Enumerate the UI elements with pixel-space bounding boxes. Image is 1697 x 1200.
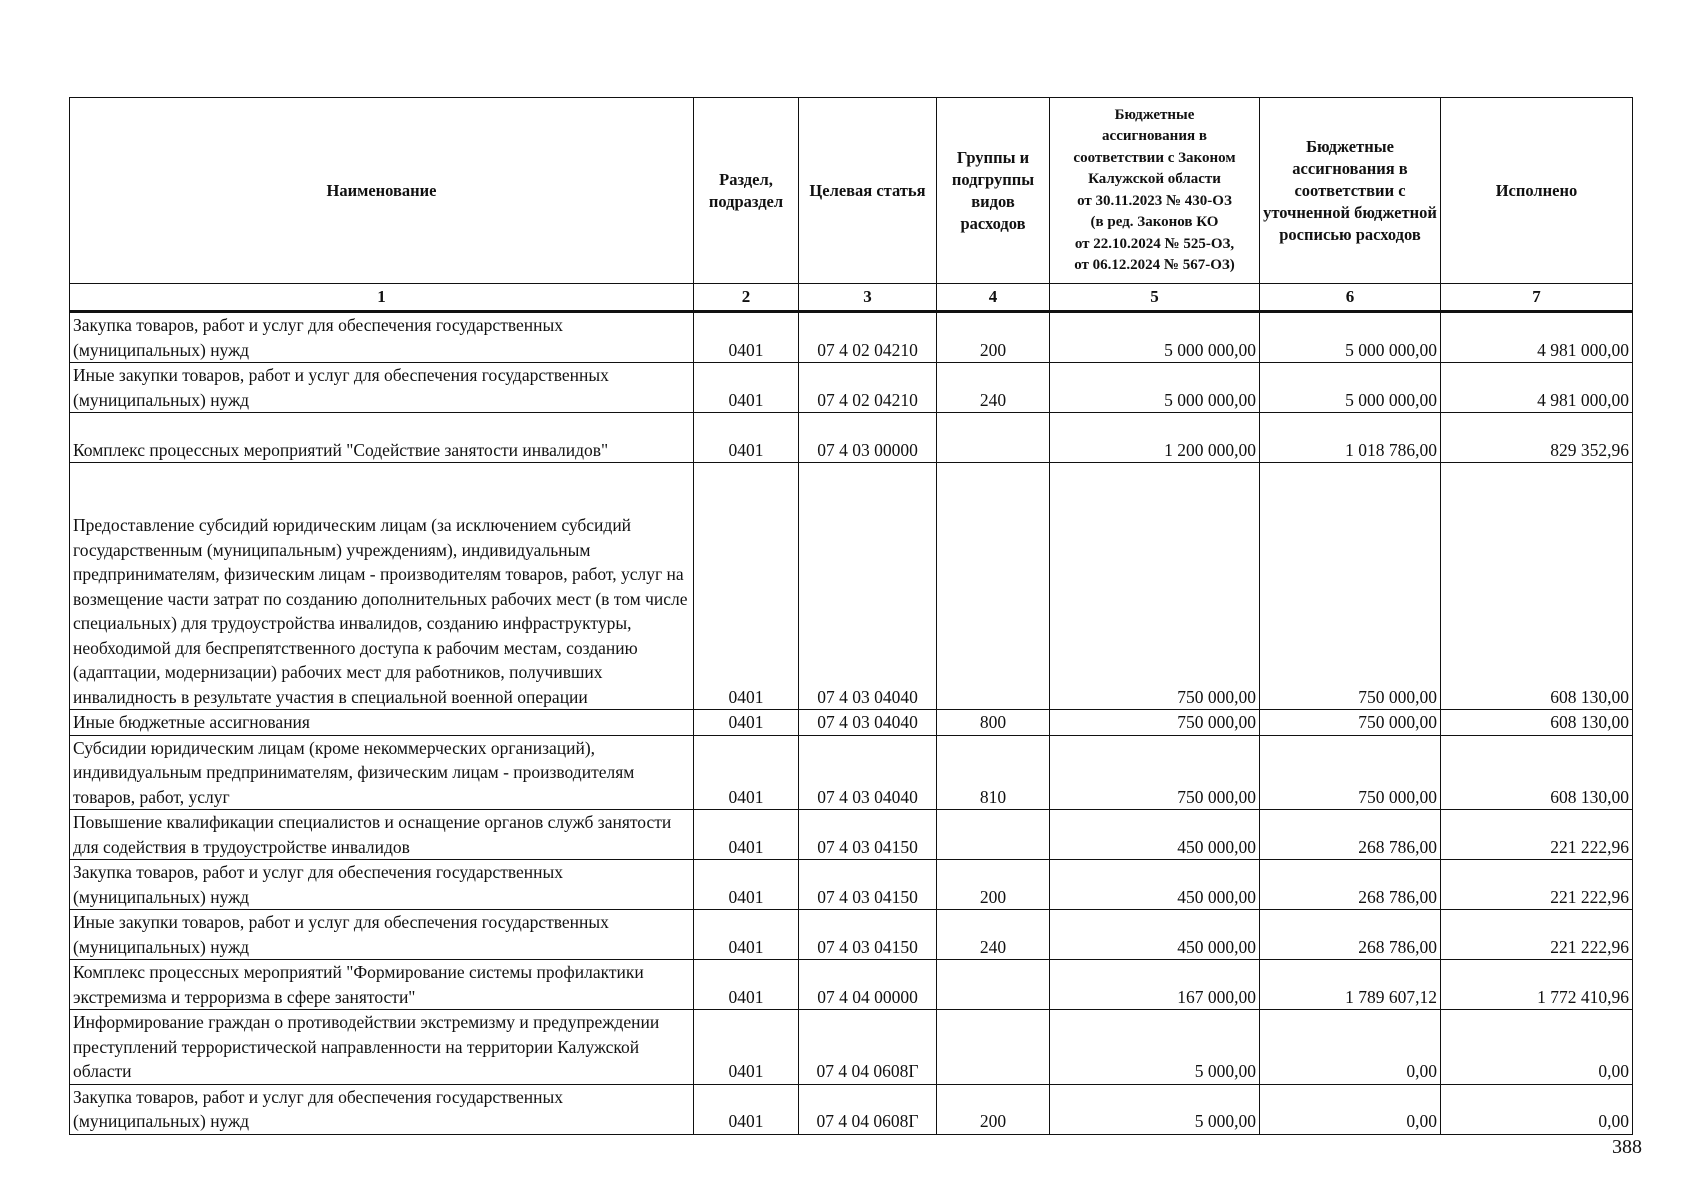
column-number: 1 <box>70 284 694 312</box>
row-executed-amount: 0,00 <box>1441 1010 1633 1085</box>
header-law-allocations <box>1050 98 1260 284</box>
row-refined-amount: 1 789 607,12 <box>1260 960 1441 1010</box>
table-row <box>70 735 1633 810</box>
row-refined-amount: 268 786,00 <box>1260 910 1441 960</box>
row-section: 0401 <box>694 735 799 810</box>
row-name: Закупка товаров, работ и услуг для обеспечения государственных (муниципальных) нужд <box>70 860 694 910</box>
row-refined-amount: 268 786,00 <box>1260 810 1441 860</box>
row-target: 07 4 03 04040 <box>799 463 937 710</box>
row-section: 0401 <box>694 363 799 413</box>
row-refined-amount: 0,00 <box>1260 1010 1441 1085</box>
row-law-amount: 5 000,00 <box>1050 1084 1260 1134</box>
row-group <box>937 1010 1050 1085</box>
row-section: 0401 <box>694 1084 799 1134</box>
row-section: 0401 <box>694 910 799 960</box>
row-target: 07 4 02 04210 <box>799 312 937 363</box>
row-name: Иные закупки товаров, работ и услуг для обеспечения государственных (муниципальных) нужд <box>70 363 694 413</box>
row-refined-amount: 5 000 000,00 <box>1260 363 1441 413</box>
row-refined-amount: 0,00 <box>1260 1084 1441 1134</box>
row-law-amount: 750 000,00 <box>1050 735 1260 810</box>
row-name: Закупка товаров, работ и услуг для обеспечения государственных (муниципальных) нужд <box>70 1084 694 1134</box>
row-target: 07 4 04 00000 <box>799 960 937 1010</box>
table-row <box>70 463 1633 710</box>
row-executed-amount: 4 981 000,00 <box>1441 363 1633 413</box>
row-section: 0401 <box>694 960 799 1010</box>
column-number: 7 <box>1441 284 1633 312</box>
row-group <box>937 413 1050 463</box>
row-executed-amount: 1 772 410,96 <box>1441 960 1633 1010</box>
row-law-amount: 750 000,00 <box>1050 463 1260 710</box>
row-law-amount: 450 000,00 <box>1050 810 1260 860</box>
row-law-amount: 167 000,00 <box>1050 960 1260 1010</box>
header-law-line: от 22.10.2024 № 525-ОЗ, <box>1074 235 1235 252</box>
row-group: 200 <box>937 312 1050 363</box>
header-refined-allocations: Бюджетные ассигнования в соответствии с уточненной бюджетной росписью расходов <box>1260 98 1441 284</box>
row-law-amount: 5 000 000,00 <box>1050 363 1260 413</box>
row-group <box>937 810 1050 860</box>
row-group: 200 <box>937 1084 1050 1134</box>
table-row <box>70 312 1633 363</box>
row-group: 800 <box>937 710 1050 736</box>
row-name: Иные закупки товаров, работ и услуг для обеспечения государственных (муниципальных) нужд <box>70 910 694 960</box>
row-section: 0401 <box>694 463 799 710</box>
row-executed-amount: 608 130,00 <box>1441 463 1633 710</box>
header-law-line: соответствии с Законом <box>1073 149 1236 166</box>
row-section: 0401 <box>694 413 799 463</box>
row-group: 240 <box>937 363 1050 413</box>
row-target: 07 4 03 04150 <box>799 860 937 910</box>
row-law-amount: 450 000,00 <box>1050 860 1260 910</box>
row-refined-amount: 750 000,00 <box>1260 735 1441 810</box>
row-refined-amount: 1 018 786,00 <box>1260 413 1441 463</box>
header-law-line: (в ред. Законов КО <box>1090 214 1219 230</box>
header-row <box>70 98 1633 284</box>
table-row <box>70 860 1633 910</box>
row-executed-amount: 608 130,00 <box>1441 710 1633 736</box>
budget-table <box>69 97 1633 1135</box>
row-law-amount: 450 000,00 <box>1050 910 1260 960</box>
table-row <box>70 710 1633 736</box>
row-target: 07 4 04 0608Г <box>799 1084 937 1134</box>
header-groups: Группы и подгруппы видов расходов <box>937 98 1050 284</box>
table-row <box>70 363 1633 413</box>
table-row <box>70 910 1633 960</box>
row-group: 200 <box>937 860 1050 910</box>
row-section: 0401 <box>694 710 799 736</box>
row-refined-amount: 750 000,00 <box>1260 710 1441 736</box>
row-executed-amount: 608 130,00 <box>1441 735 1633 810</box>
table-row <box>70 960 1633 1010</box>
page-number: 388 <box>1612 1136 1642 1158</box>
row-executed-amount: 221 222,96 <box>1441 860 1633 910</box>
row-executed-amount: 221 222,96 <box>1441 810 1633 860</box>
header-section: Раздел, подраздел <box>694 98 799 284</box>
row-group <box>937 463 1050 710</box>
header-executed: Исполнено <box>1441 98 1633 284</box>
row-law-amount: 5 000,00 <box>1050 1010 1260 1085</box>
header-law-line: Бюджетные <box>1114 106 1195 123</box>
column-number: 2 <box>694 284 799 312</box>
row-section: 0401 <box>694 860 799 910</box>
row-target: 07 4 03 04150 <box>799 910 937 960</box>
row-name: Комплекс процессных мероприятий "Формирование системы профилактики экстремизма и терроризма в сфере занятости" <box>70 960 694 1010</box>
row-executed-amount: 221 222,96 <box>1441 910 1633 960</box>
row-group: 240 <box>937 910 1050 960</box>
row-law-amount: 750 000,00 <box>1050 710 1260 736</box>
column-number: 5 <box>1050 284 1260 312</box>
header-law-line: Калужской области <box>1088 171 1221 187</box>
row-name: Информирование граждан о противодействии экстремизму и предупреждении преступлений террористической направленности на территории Калужской области <box>70 1010 694 1085</box>
header-target: Целевая статья <box>799 98 937 284</box>
table-row <box>70 810 1633 860</box>
row-executed-amount: 0,00 <box>1441 1084 1633 1134</box>
row-target: 07 4 03 04150 <box>799 810 937 860</box>
header-law-line: от 30.11.2023 № 430-ОЗ <box>1077 192 1232 209</box>
row-name: Субсидии юридическим лицам (кроме некоммерческих организаций), индивидуальным предпринимателям, физическим лицам - производителям товаров, работ, услуг <box>70 735 694 810</box>
row-refined-amount: 750 000,00 <box>1260 463 1441 710</box>
row-target: 07 4 03 04040 <box>799 710 937 736</box>
row-section: 0401 <box>694 312 799 363</box>
table-row <box>70 1084 1633 1134</box>
row-name: Повышение квалификации специалистов и оснащение органов служб занятости для содействия в трудоустройстве инвалидов <box>70 810 694 860</box>
column-number: 3 <box>799 284 937 312</box>
row-name: Закупка товаров, работ и услуг для обеспечения государственных (муниципальных) нужд <box>70 312 694 363</box>
row-executed-amount: 829 352,96 <box>1441 413 1633 463</box>
header-law-line: ассигнования в <box>1102 128 1207 144</box>
row-section: 0401 <box>694 810 799 860</box>
column-number: 6 <box>1260 284 1441 312</box>
header-name: Наименование <box>70 98 694 284</box>
row-section: 0401 <box>694 1010 799 1085</box>
table-row <box>70 413 1633 463</box>
column-numbers-row <box>70 284 1633 312</box>
row-law-amount: 5 000 000,00 <box>1050 312 1260 363</box>
row-group: 810 <box>937 735 1050 810</box>
column-number: 4 <box>937 284 1050 312</box>
row-target: 07 4 02 04210 <box>799 363 937 413</box>
row-target: 07 4 03 04040 <box>799 735 937 810</box>
row-name: Комплекс процессных мероприятий "Содействие занятости инвалидов" <box>70 413 694 463</box>
row-refined-amount: 268 786,00 <box>1260 860 1441 910</box>
row-law-amount: 1 200 000,00 <box>1050 413 1260 463</box>
row-target: 07 4 03 00000 <box>799 413 937 463</box>
row-executed-amount: 4 981 000,00 <box>1441 312 1633 363</box>
table-row <box>70 1010 1633 1085</box>
row-group <box>937 960 1050 1010</box>
row-refined-amount: 5 000 000,00 <box>1260 312 1441 363</box>
row-name: Иные бюджетные ассигнования <box>70 710 694 736</box>
row-name: Предоставление субсидий юридическим лицам (за исключением субсидий государственным (муниципальным) учреждениям), индивидуальным предпринимателям, физическим лицам - производителям товаров, работ, услуг на возмещение части затрат по созданию дополнительных рабочих мест (в том числе специальных) для трудоустройства инвалидов, созданию инфраструктуры, необходимой для беспрепятственного доступа к рабочим местам, созданию (адаптации, модернизации) рабочих мест для работников, получивших инвалидность в результате участия в специальной военной операции <box>70 463 694 710</box>
header-law-line: от 06.12.2024 № 567-ОЗ) <box>1074 257 1235 273</box>
row-target: 07 4 04 0608Г <box>799 1010 937 1085</box>
